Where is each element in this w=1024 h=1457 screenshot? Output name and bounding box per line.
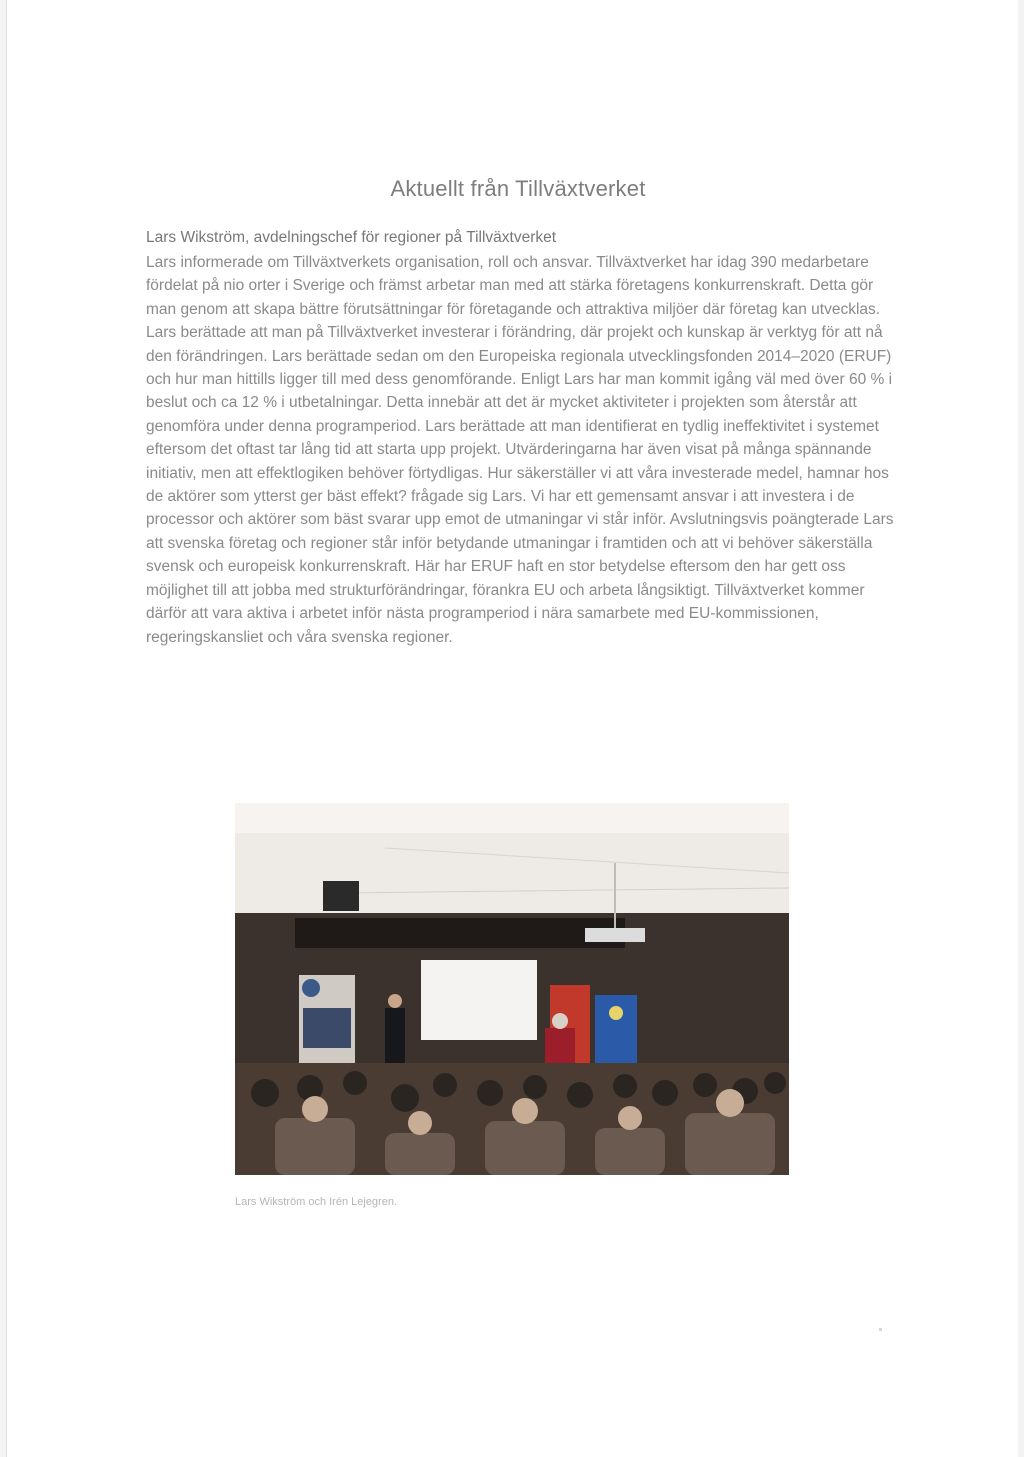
conference-audience-illustration — [235, 803, 789, 1175]
speaker-head — [388, 994, 402, 1008]
stage-header — [295, 918, 625, 948]
presenter-head — [552, 1013, 568, 1029]
projection-screen — [421, 960, 537, 1040]
article-body: Lars informerade om Tillväxtverkets organisation, roll och ansvar. Tillväxtverket har idag 390 medarbetare fördelat på nio orter i Sverige och främst arbetar man med att stärka företagens konkurrenskraft. Detta gör man genom att skapa bättre förutsättningar för företagande och attraktiva miljöer där företag kan utvecklas. Lars berättade att man på Tillväxtverket investerar i förändring, där projekt och kunskap är verktyg för att nå den förändringen. Lars berättade sedan om den Europeiska regionala utvecklingsfonden 2014–2020 (ERUF) och hur man hittills ligger till med dess genomförande. Enligt Lars har man kommit igång väl med över 60 % i beslut och ca 12 % i utbetalningar. Detta innebär att det är mycket aktiviteter i projekten som återstår att genomföra under denna programperiod. Lars berättade att man identifierat en tydlig ineffektivitet i systemet eftersom det oftast tar lång tid att starta upp projekt. Utvärderingarna har även visat på många spännande initiativ, men att effektlogiken behöver förtydligas. Hur säkerställer vi att våra investerade medel, hamnar hos de aktörer som ytterst ger bäst effekt? frågade sig Lars. Vi har ett gemensamt ansvar i att investera i de processor och aktörer som bäst svarar upp emot de utmaningar vi står inför. Avslutningsvis poängterade Lars att svenska företag och regioner står inför betydande utmaningar i framtiden och att vi behöver säkerställa svensk och europeisk konkurrenskraft. Här har ERUF haft en stor betydelse eftersom den har gett oss möjlighet till att jobba med strukturförändringar, förankra EU och arbeta långsiktigt. Tillväxtverket kommer därför att vara aktiva i arbetet inför nästa programperiod i nära samarbete med EU-kommissionen, regeringskansliet och våra svenska regioner. — [146, 254, 894, 646]
page-mark — [879, 1328, 882, 1331]
ceiling-light — [235, 803, 789, 833]
loudspeaker — [323, 881, 359, 911]
banner-emblem — [302, 979, 320, 997]
article-subheading: Lars Wikström, avdelningschef för regioner på Tillväxtverket — [146, 229, 557, 246]
document-page — [6, 0, 1018, 1457]
conference-photo — [235, 803, 789, 1175]
photo-caption: Lars Wikström och Irén Lejegren. — [235, 1196, 398, 1208]
banner-artwork — [303, 1008, 351, 1048]
projector — [585, 928, 645, 942]
banner-emblem — [609, 1006, 623, 1020]
page-title: Aktuellt från Tillväxtverket — [390, 176, 646, 201]
